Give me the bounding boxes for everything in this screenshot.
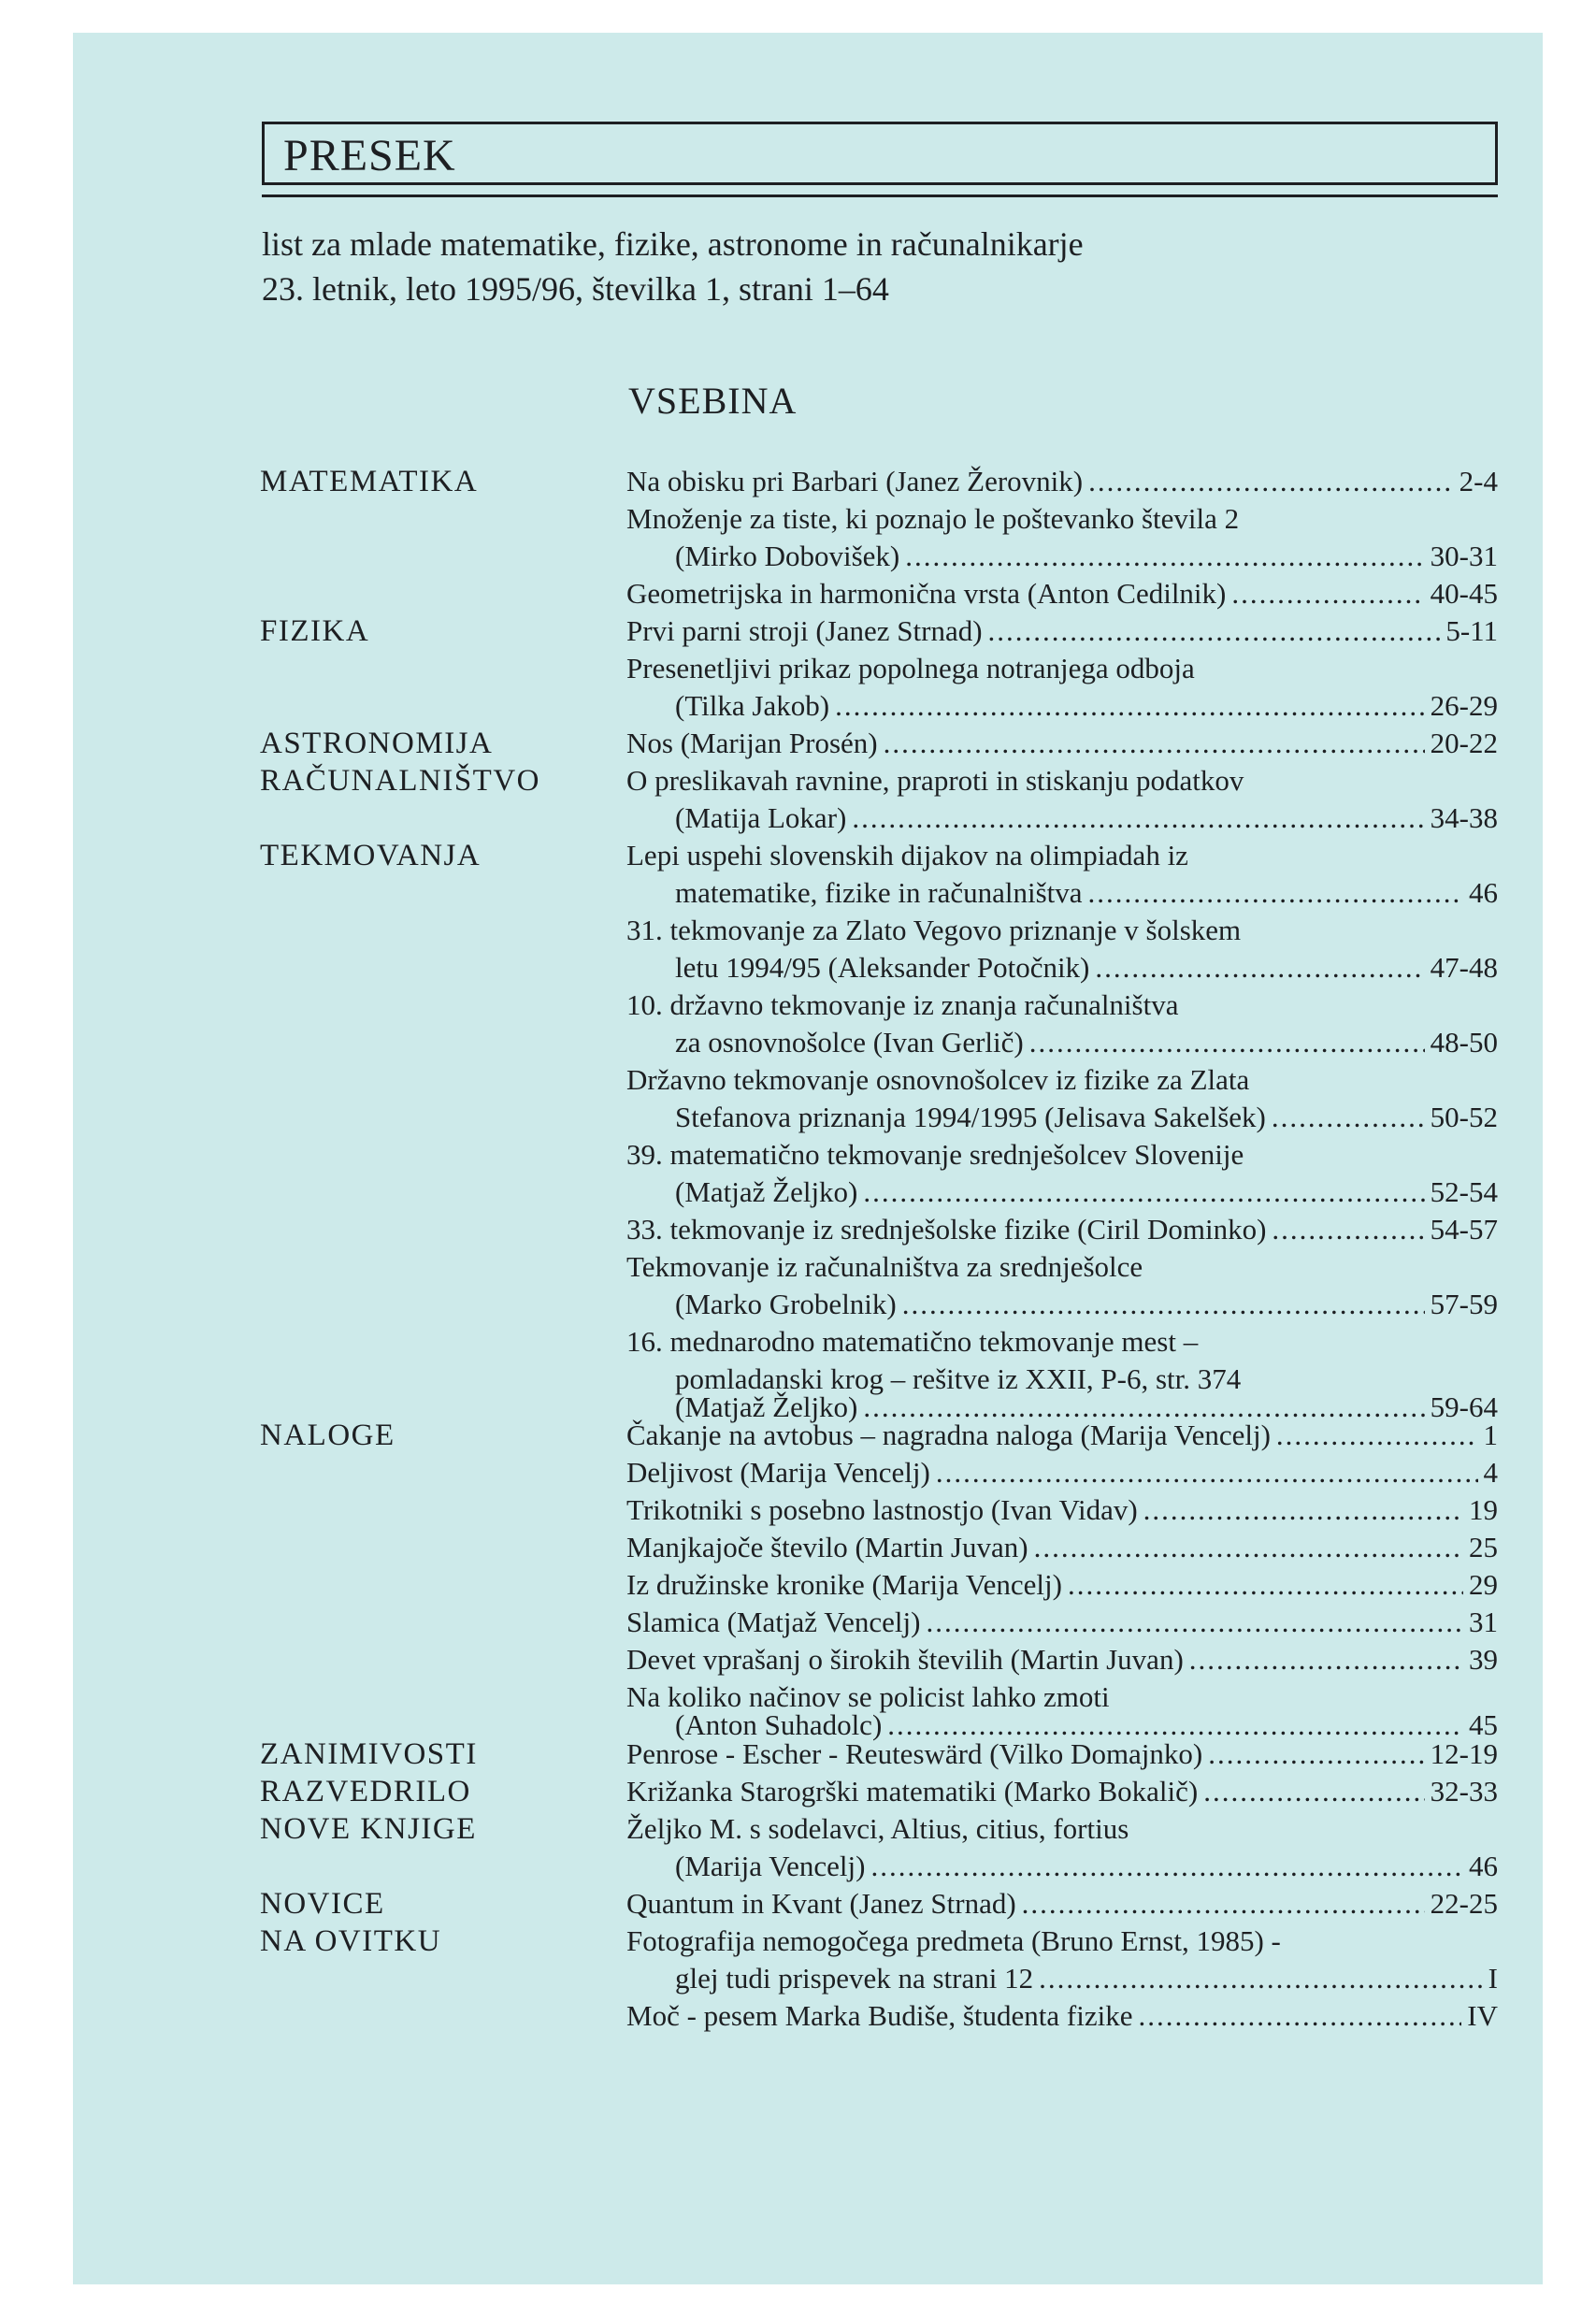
section-na-ovitku: NA OVITKU — [260, 1924, 442, 1958]
toc-entry: Nos (Marijan Prosén) ..... 20-22 — [626, 725, 1498, 762]
section-naloge: NALOGE — [260, 1419, 395, 1452]
toc-entry: Geometrijska in harmonična vrsta (Anton Cedilnik) ..... 40-45 — [626, 575, 1498, 612]
toc-entry: Penrose - Escher - Reuteswärd (Vilko Domajnko) ..... 12-19 — [626, 1736, 1498, 1773]
section-tekmovanja: TEKMOVANJA — [260, 839, 482, 872]
toc-entry: glej tudi prispevek na strani 12 ..... I — [675, 1960, 1498, 1997]
section-fizika: FIZIKA — [260, 614, 370, 648]
section-racunalnistvo: RAČUNALNIŠTVO — [260, 764, 540, 798]
toc-entry: Lepi uspehi slovenskih dijakov na olimpiadah iz — [626, 839, 1188, 871]
toc-entry: Slamica (Matjaž Vencelj) ..... 31 — [626, 1604, 1498, 1641]
toc-entry: (Matija Lokar) ..... 34-38 — [675, 799, 1498, 837]
toc-entry: pomladanski krog – rešitve iz XXII, P-6, str. 374 — [675, 1362, 1242, 1395]
toc-entry: matematike, fizike in računalništva ..... 46 — [675, 874, 1498, 912]
toc-entry: letu 1994/95 (Aleksander Potočnik) ..... 47-48 — [675, 949, 1498, 987]
section-astronomija: ASTRONOMIJA — [260, 727, 494, 760]
contents-heading: VSEBINA — [628, 380, 798, 422]
toc-entry: Quantum in Kvant (Janez Strnad) ..... 22-25 — [626, 1885, 1498, 1923]
toc-entry: Tekmovanje iz računalništva za srednješolce — [626, 1250, 1143, 1283]
toc-entry: Na koliko načinov se policist lahko zmoti — [626, 1680, 1110, 1713]
toc-entry: (Tilka Jakob) ..... 26-29 — [675, 687, 1498, 725]
toc-entry: Moč - pesem Marka Budiše, študenta fizike ..... IV — [626, 1997, 1498, 2035]
toc-entry: Fotografija nemogočega predmeta (Bruno Ernst, 1985) - — [626, 1924, 1281, 1957]
section-novice: NOVICE — [260, 1887, 385, 1921]
masthead-box — [262, 122, 1498, 185]
toc-entry: 31. tekmovanje za Zlato Vegovo priznanje v šolskem — [626, 914, 1242, 946]
section-matematika: MATEMATIKA — [260, 465, 479, 498]
toc-entry: Deljivost (Marija Vencelj) ..... 4 — [626, 1454, 1498, 1491]
toc-entry: Križanka Starogrški matematiki (Marko Bokalič) ..... 32-33 — [626, 1773, 1498, 1810]
toc-entry: Željko M. s sodelavci, Altius, citius, fortius — [626, 1812, 1129, 1845]
toc-entry: 33. tekmovanje iz srednješolske fizike (Ciril Dominko) ..... 54-57 — [626, 1211, 1498, 1248]
toc-entry: Trikotniki s posebno lastnostjo (Ivan Vidav) ..... 19 — [626, 1491, 1498, 1529]
toc-entry: (Marija Vencelj) ..... 46 — [675, 1848, 1498, 1885]
toc-entry: Iz družinske kronike (Marija Vencelj) ..... 29 — [626, 1566, 1498, 1604]
toc-entry: 16. mednarodno matematično tekmovanje mest – — [626, 1325, 1199, 1358]
masthead-title: PRESEK — [283, 131, 456, 180]
toc-entry: Manjkajoče število (Martin Juvan) ..... 25 — [626, 1529, 1498, 1566]
toc-entry: O preslikavah ravnine, praproti in stiskanju podatkov — [626, 764, 1244, 797]
subtitle-line-1: list za mlade matematike, fizike, astronome in računalnikarje — [262, 225, 1084, 263]
toc-entry: Devet vprašanj o širokih številih (Martin Juvan) ..... 39 — [626, 1641, 1498, 1678]
toc-entry: (Matjaž Željko) ..... 52-54 — [675, 1174, 1498, 1211]
toc-entry: (Mirko Dobovišek) ..... 30-31 — [675, 538, 1498, 575]
toc-entry: 10. državno tekmovanje iz znanja računalništva — [626, 988, 1179, 1021]
section-razvedrilo: RAZVEDRILO — [260, 1775, 471, 1808]
toc-entry: Stefanova priznanja 1994/1995 (Jelisava Sakelšek) ..... 50-52 — [675, 1099, 1498, 1136]
toc-entry: Množenje za tiste, ki poznajo le poštevanko števila 2 — [626, 502, 1240, 535]
toc-entry: Prvi parni stroji (Janez Strnad) ..... 5-11 — [626, 612, 1498, 650]
toc-entry: 39. matematično tekmovanje srednješolcev Slovenije — [626, 1138, 1244, 1171]
toc-entry: (Marko Grobelnik) ..... 57-59 — [675, 1286, 1498, 1323]
toc-entry: Na obisku pri Barbari (Janez Žerovnik) ..... 2-4 — [626, 463, 1498, 500]
section-zanimivosti: ZANIMIVOSTI — [260, 1737, 478, 1771]
section-nove-knjige: NOVE KNJIGE — [260, 1812, 477, 1846]
subtitle-line-2: 23. letnik, leto 1995/96, številka 1, strani 1–64 — [262, 270, 889, 308]
toc-entry: (Anton Suhadolc) ..... 45 — [675, 1707, 1498, 1744]
toc-entry: Presenetljivi prikaz popolnega notranjega odboja — [626, 652, 1195, 684]
masthead-rule — [262, 194, 1498, 197]
toc-entry: (Matjaž Željko) ..... 59-64 — [675, 1389, 1498, 1426]
toc-entry: Državno tekmovanje osnovnošolcev iz fizike za Zlata — [626, 1063, 1250, 1096]
toc-entry: Čakanje na avtobus – nagradna naloga (Marija Vencelj) ..... 1 — [626, 1417, 1498, 1454]
toc-entry: za osnovnošolce (Ivan Gerlič) ..... 48-50 — [675, 1024, 1498, 1061]
